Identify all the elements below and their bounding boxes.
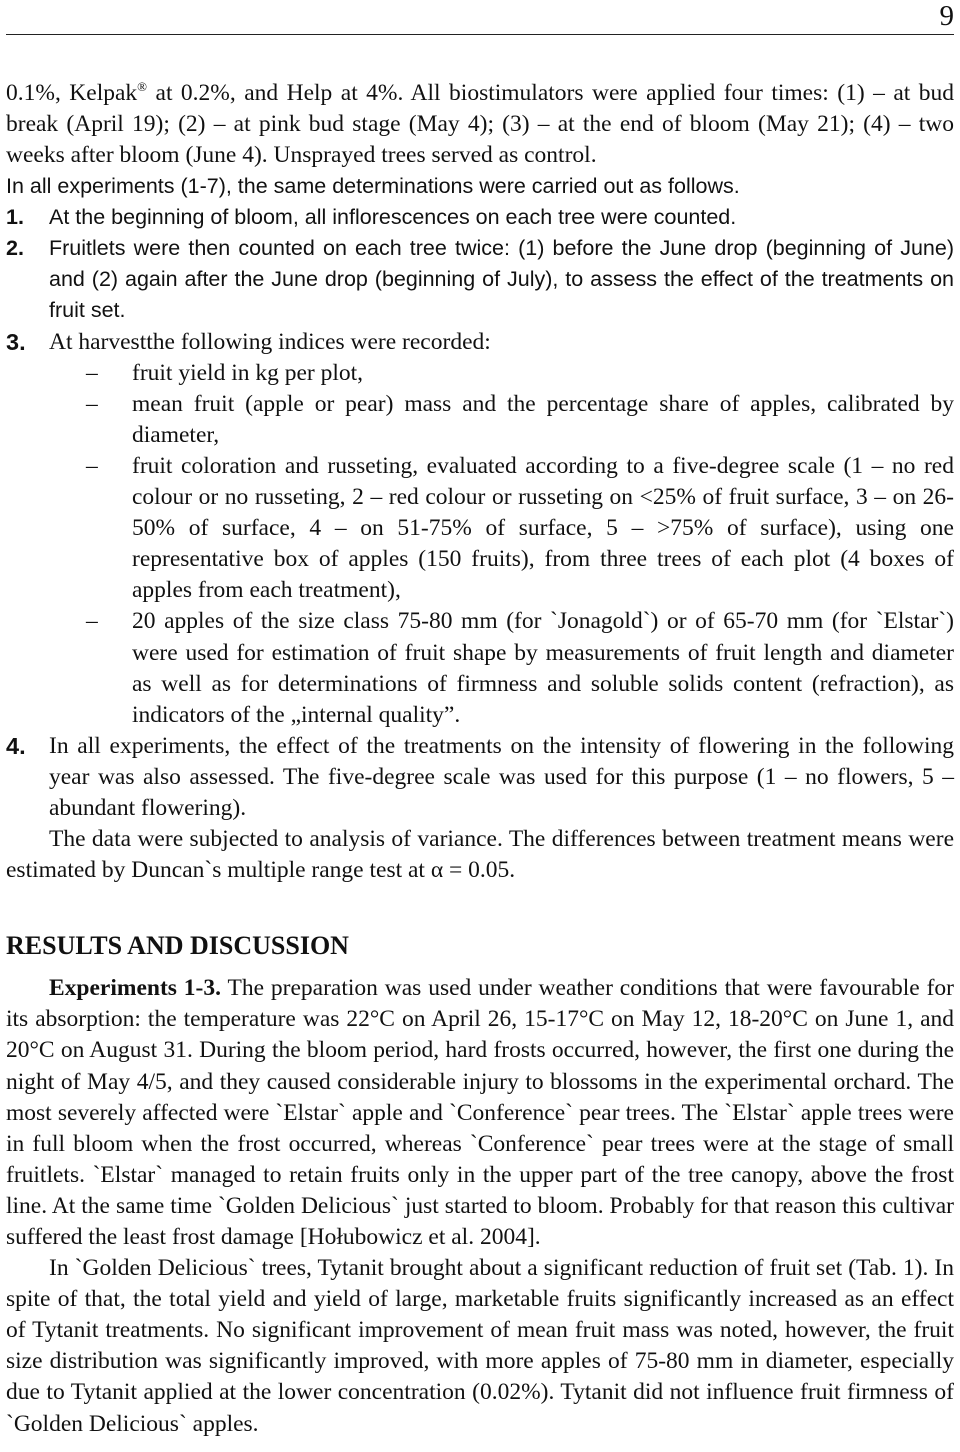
step-3 xyxy=(6,327,954,358)
analysis-paragraph: The data were subjected to analysis of variance. The differences between treatment means were estimated by Duncan`s multiple range test at α = 0.05. xyxy=(6,826,954,884)
harvest-item-text: fruit coloration and russeting, evaluated according to a five-degree scale (1 – no red colour or no russeting, 2 – red colour or russeting on <25% of fruit surface, 3 – on 26-50% of surface, 4 – on 51-75% of surface, 5 – >75% of surface), using one representative box of apples (150 fruits), from three trees of each plot (4 boxes of apples from each treatment), xyxy=(132,452,954,604)
results-paragraph-2: In `Golden Delicious` trees, Tytanit brought about a significant reduction of fruit set (Tab. 1). In spite of that, the total yield and yield of large, marketable fruits significantly increased as an effect of Tytanit treatments. No significant improvement of mean fruit mass was noted, however, the fruit size distribution was significantly improved, with more apples of 75-80 mm in diameter, especially due to Tytanit applied at the lower concentration (0.02%). Tytanit did not influence fruit firmness of `Golden Delicious` apples. xyxy=(6,1255,954,1437)
step-number: 2. xyxy=(6,236,24,261)
step-text: In all experiments, the effect of the treatments on the intensity of flowering in the following year was also assessed. The five-degree scale was used for this purpose (1 – no flowers, 5 – abundant flowering). xyxy=(49,732,954,821)
page-content xyxy=(6,71,954,1440)
step-number: 1. xyxy=(6,205,24,230)
methods-intro: In all experiments (1-7), the same determinations were carried out as follows. xyxy=(6,174,740,199)
section-heading: RESULTS AND DISCUSSION xyxy=(6,931,349,961)
harvest-item xyxy=(6,606,954,730)
harvest-item xyxy=(6,389,954,451)
intro-paragraph xyxy=(6,71,954,171)
dash-bullet: – xyxy=(86,608,98,635)
step-text: Fruitlets were then counted on each tree twice: (1) before the June drop (beginning of June) and (2) again after the June drop (beginning of July), to assess the effect of the treatments on fruit set. xyxy=(49,236,954,323)
page-number: 9 xyxy=(939,0,954,32)
harvest-item xyxy=(6,358,954,389)
harvest-item-text: fruit yield in kg per plot, xyxy=(132,359,364,386)
step-text: At the beginning of bloom, all inflorescences on each tree were counted. xyxy=(49,205,737,230)
step-4 xyxy=(6,731,954,824)
intro-text-start: 0.1%, Kelpak xyxy=(6,79,138,106)
dash-bullet: – xyxy=(86,359,98,386)
step-2 xyxy=(6,233,954,326)
results-text-1: The preparation was used under weather conditions that were favourable for its absorption: the temperature was 22°C on April 26, 15-17°C on May 12, 18-20°C on June 1, and 20°C on August 31. During the bloom period, hard frosts occurred, however, the first one during the night of May 4/5, and they caused considerable injury to blossoms in the experimental orchard. The most severely affected were `Elstar` apple and `Conference` pear trees. The `Elstar` apple trees were in full bloom when the frost occurred, whereas `Conference` pear trees were at the stage of small fruitlets. `Elstar` managed to retain fruits only in the upper part of the tree canopy, above the frost line. At the same time `Golden Delicious` just started to bloom. Probably for that reason this cultivar suffered the least frost damage [Hołubowicz et al. 2004]. xyxy=(6,975,954,1251)
intro-text-rest: at 0.2%, and Help at 4%. All biostimulators were applied four times: (1) – at bud break (April 19); (2) – at pink bud stage (May 4); (3) – at the end of bloom (May 21); (4) – two weeks after bloom (June 4). Unsprayed trees served as control. xyxy=(6,79,954,169)
step-number: 4. xyxy=(6,732,26,759)
harvest-item-text: mean fruit (apple or pear) mass and the percentage share of apples, calibrated by diameter, xyxy=(132,390,954,448)
harvest-item-text: 20 apples of the size class 75-80 mm (for `Jonagold`) or of 65-70 mm (for `Elstar`) were used for estimation of fruit shape by measurements of fruit length and diameter as well as for determinations of firmness and soluble solids content (refraction), as indicators of the „internal quality”. xyxy=(132,608,954,728)
header-rule xyxy=(6,34,954,35)
harvest-item xyxy=(6,451,954,606)
step-1 xyxy=(6,202,954,233)
step-number: 3. xyxy=(6,328,26,355)
experiments-lead: Experiments 1-3. xyxy=(49,975,222,1002)
dash-bullet: – xyxy=(86,452,98,479)
step-text: At harvestthe following indices were recorded: xyxy=(49,328,491,355)
results-paragraph-1 xyxy=(6,973,954,1253)
registered-mark: ® xyxy=(137,79,148,94)
dash-bullet: – xyxy=(86,390,98,417)
